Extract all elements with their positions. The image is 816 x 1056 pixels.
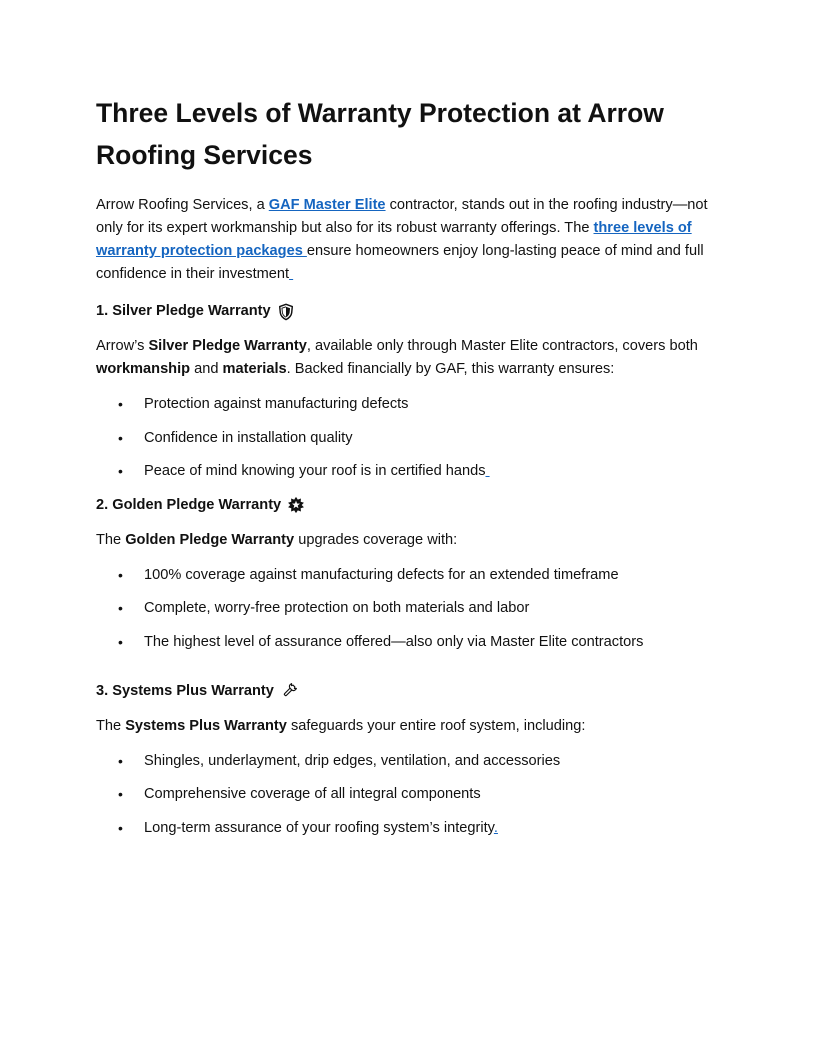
list-item: • Complete, worry-free protection on both materials and labor (96, 597, 726, 620)
list-item: • 100% coverage against manufacturing defects for an extended timeframe (96, 564, 726, 587)
section-heading-silver-label: 1. Silver Pledge Warranty (96, 303, 271, 319)
list-item-text: Peace of mind knowing your roof is in certified hands (144, 463, 486, 479)
intro-text-post: ensure homeowners enjoy long-lasting peace of mind and full confidence in their investment (96, 243, 704, 282)
intro-paragraph (96, 194, 726, 286)
systems-bullet-list (96, 750, 726, 840)
section-body-systems (96, 715, 726, 738)
badge-star-icon (287, 496, 305, 514)
list-item (96, 817, 726, 840)
golden-body-bold-title: Golden Pledge Warranty (125, 531, 295, 548)
golden-body-pre: The (96, 531, 126, 548)
list-item: • The highest level of assurance offered—also only via Master Elite contractors (96, 631, 726, 654)
list-item-text: Long-term assurance of your roofing system’s integrity (144, 819, 494, 836)
silver-body-bold-workmanship: workmanship (96, 361, 191, 377)
list-item: • Comprehensive coverage of all integral components (96, 783, 726, 806)
silver-body-bold-materials: materials (222, 361, 287, 377)
gaf-master-elite-link[interactable]: GAF Master Elite (268, 197, 386, 213)
silver-body-text-1: , available only through Master Elite contractors, covers both (306, 338, 698, 354)
wrench-icon (280, 682, 298, 700)
golden-bullet-list (96, 564, 726, 654)
intro-text-pre: Arrow Roofing Services, a (96, 197, 269, 213)
intro-text-mid: contractor, stands out in the roofing industry—not only for its expert workmanship but also for its robust warranty offerings. The (96, 197, 708, 236)
list-item: • Confidence in installation quality (96, 427, 726, 450)
section-body-silver (96, 335, 726, 381)
section-heading-systems-label: 3. Systems Plus Warranty (96, 682, 274, 699)
silver-body-pre: Arrow’s (96, 338, 149, 354)
systems-body-bold-title: Systems Plus Warranty (125, 717, 287, 734)
systems-body-text-1: safeguards your entire roof system, including: (286, 717, 586, 734)
section-heading-silver (96, 300, 726, 323)
shield-icon (277, 303, 295, 321)
document-content (96, 92, 726, 850)
warranty-packages-link[interactable]: three levels of warranty protection packages (96, 220, 692, 259)
list-item: • Protection against manufacturing defects (96, 393, 726, 416)
trailing-underline (486, 463, 490, 479)
silver-bullet-list (96, 393, 726, 483)
trailing-period: . (493, 819, 498, 836)
list-item (96, 460, 726, 483)
silver-body-text-3: . Backed financially by GAF, this warranty ensures: (286, 361, 615, 377)
page-title: Three Levels of Warranty Protection at Arrow Roofing Services (96, 98, 664, 170)
silver-body-bold-title: Silver Pledge Warranty (148, 338, 307, 354)
intro-trailing-underline (289, 266, 293, 282)
systems-body-pre: The (96, 717, 126, 734)
golden-body-text-1: upgrades coverage with: (294, 531, 458, 548)
section-body-golden (96, 529, 726, 552)
section-heading-systems (96, 680, 726, 703)
list-item: • Shingles, underlayment, drip edges, ventilation, and accessories (96, 750, 726, 773)
silver-body-text-2: and (190, 361, 223, 377)
section-heading-golden (96, 494, 726, 517)
section-heading-golden-label: 2. Golden Pledge Warranty (96, 496, 282, 513)
